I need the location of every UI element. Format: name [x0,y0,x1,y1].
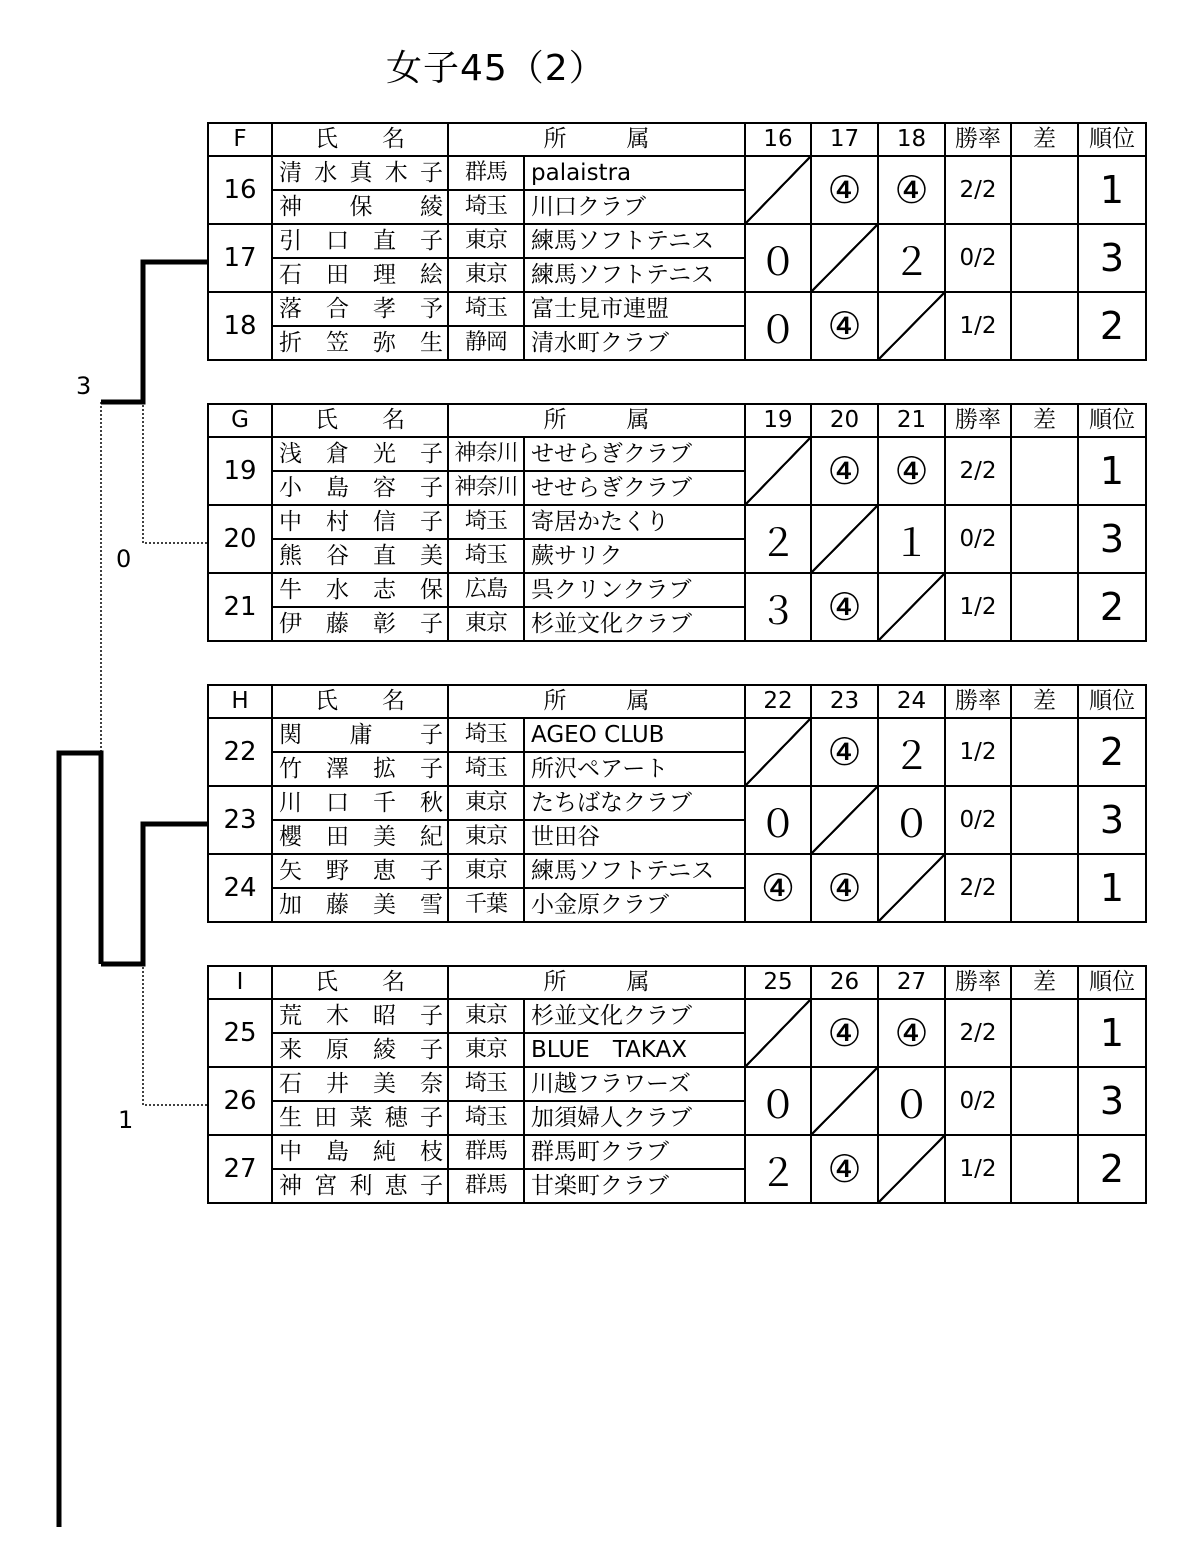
header-opponent-24: 24 [878,685,945,718]
win-rate: 1/2 [945,292,1011,360]
score-diff [1011,1067,1078,1135]
header-opponent-25: 25 [745,966,811,999]
player-name: 落 合 孝 予 [272,292,448,326]
team-rank: 3 [1078,786,1146,854]
player-name: 伊 藤 彰 子 [272,607,448,641]
bracket-score-fg-top: 3 [76,372,92,400]
header-affiliation: 所 属 [448,123,745,156]
match-score: ④ [811,999,878,1067]
team-number: 26 [208,1067,272,1135]
group-letter: H [208,685,272,718]
team-rank: 1 [1078,854,1146,922]
league-table-g [207,403,1147,642]
team-rank: 2 [1078,573,1146,641]
player-name: 櫻 田 美 紀 [272,820,448,854]
player-club: AGEO CLUB [524,718,745,752]
player-prefecture: 埼玉 [448,292,524,326]
table-row [208,156,1146,190]
player-name: 中 村 信 子 [272,505,448,539]
score-diff [1011,505,1078,573]
header-affiliation: 所 属 [448,685,745,718]
match-score: ０ [745,292,811,360]
player-prefecture: 東京 [448,999,524,1033]
self-match-cell [878,292,945,360]
header-rank: 順位 [1078,685,1146,718]
match-score: ④ [878,999,945,1067]
player-prefecture: 埼玉 [448,539,524,573]
header-opponent-26: 26 [811,966,878,999]
header-rank: 順位 [1078,966,1146,999]
player-name: 折 笠 弥 生 [272,326,448,360]
self-match-cell [811,1067,878,1135]
player-club: 杉並文化クラブ [524,999,745,1033]
win-rate: 0/2 [945,1067,1011,1135]
win-rate: 0/2 [945,505,1011,573]
player-prefecture: 埼玉 [448,718,524,752]
header-opponent-27: 27 [878,966,945,999]
self-match-cell [745,718,811,786]
score-diff [1011,718,1078,786]
player-club: 小金原クラブ [524,888,745,922]
self-match-cell [745,156,811,224]
table-row [208,437,1146,471]
player-club: せせらぎクラブ [524,471,745,505]
player-name: 牛 水 志 保 [272,573,448,607]
player-prefecture: 広島 [448,573,524,607]
header-win-rate: 勝率 [945,966,1011,999]
team-number: 18 [208,292,272,360]
table-row [208,573,1146,607]
table-header-row [208,685,1146,718]
player-prefecture: 静岡 [448,326,524,360]
match-score: ０ [745,224,811,292]
player-name: 矢 野 恵 子 [272,854,448,888]
self-match-cell [745,999,811,1067]
table-row [208,505,1146,539]
player-prefecture: 神奈川 [448,471,524,505]
match-score: ④ [811,1135,878,1203]
self-match-cell [811,505,878,573]
score-diff [1011,437,1078,505]
team-rank: 2 [1078,1135,1146,1203]
header-name: 氏 名 [272,123,448,156]
player-prefecture: 東京 [448,1033,524,1067]
team-rank: 2 [1078,292,1146,360]
player-club: 加須婦人クラブ [524,1101,745,1135]
player-name: 中 島 純 枝 [272,1135,448,1169]
team-number: 27 [208,1135,272,1203]
header-win-rate: 勝率 [945,123,1011,156]
score-diff [1011,999,1078,1067]
player-club: 甘楽町クラブ [524,1169,745,1203]
win-rate: 1/2 [945,718,1011,786]
header-win-rate: 勝率 [945,404,1011,437]
player-name: 熊 谷 直 美 [272,539,448,573]
team-rank: 1 [1078,437,1146,505]
header-name: 氏 名 [272,685,448,718]
header-opponent-21: 21 [878,404,945,437]
header-rank: 順位 [1078,404,1146,437]
header-opponent-16: 16 [745,123,811,156]
header-opponent-23: 23 [811,685,878,718]
player-club: 世田谷 [524,820,745,854]
team-rank: 2 [1078,718,1146,786]
player-club: 川越フラワーズ [524,1067,745,1101]
player-club: 所沢ペアート [524,752,745,786]
player-club: たちばなクラブ [524,786,745,820]
player-name: 浅 倉 光 子 [272,437,448,471]
player-name: 来 原 綾 子 [272,1033,448,1067]
header-opponent-19: 19 [745,404,811,437]
table-row [208,718,1146,752]
player-name: 清 水 真 木 子 [272,156,448,190]
player-club: 呉クリンクラブ [524,573,745,607]
header-diff: 差 [1011,123,1078,156]
player-name: 石 井 美 奈 [272,1067,448,1101]
table-header-row [208,123,1146,156]
player-name: 関 庸 子 [272,718,448,752]
league-table-i [207,965,1147,1204]
page-title: 女子45（2） [386,48,606,89]
table-row [208,786,1146,820]
match-score: ２ [878,718,945,786]
match-score: ④ [878,156,945,224]
player-prefecture: 神奈川 [448,437,524,471]
player-name: 神 保 綾 [272,190,448,224]
self-match-cell [745,437,811,505]
table-row [208,1067,1146,1101]
team-number: 24 [208,854,272,922]
player-name: 加 藤 美 雪 [272,888,448,922]
match-score: ０ [745,786,811,854]
player-club: BLUE TAKAX [524,1033,745,1067]
score-diff [1011,1135,1078,1203]
player-name: 石 田 理 絵 [272,258,448,292]
team-number: 19 [208,437,272,505]
player-name: 竹 澤 拡 子 [272,752,448,786]
team-number: 22 [208,718,272,786]
team-rank: 1 [1078,156,1146,224]
player-name: 生 田 菜 穂 子 [272,1101,448,1135]
self-match-cell [878,573,945,641]
player-name: 荒 木 昭 子 [272,999,448,1033]
player-prefecture: 埼玉 [448,752,524,786]
player-prefecture: 東京 [448,854,524,888]
win-rate: 2/2 [945,999,1011,1067]
table-row [208,224,1146,258]
header-affiliation: 所 属 [448,404,745,437]
match-score: ④ [811,292,878,360]
team-number: 25 [208,999,272,1067]
match-score: ④ [811,156,878,224]
group-letter: I [208,966,272,999]
score-diff [1011,224,1078,292]
table-row [208,292,1146,326]
score-diff [1011,573,1078,641]
match-score: ④ [745,854,811,922]
self-match-cell [878,1135,945,1203]
player-club: 清水町クラブ [524,326,745,360]
header-win-rate: 勝率 [945,685,1011,718]
header-affiliation: 所 属 [448,966,745,999]
bracket-score-fg-bottom: 0 [116,545,132,573]
player-club: せせらぎクラブ [524,437,745,471]
header-rank: 順位 [1078,123,1146,156]
win-rate: 0/2 [945,224,1011,292]
match-score: ④ [811,573,878,641]
table-row [208,1135,1146,1169]
player-name: 引 口 直 子 [272,224,448,258]
player-club: 蕨サリク [524,539,745,573]
player-prefecture: 群馬 [448,1169,524,1203]
table-header-row [208,404,1146,437]
team-number: 20 [208,505,272,573]
match-score: ④ [811,854,878,922]
header-diff: 差 [1011,404,1078,437]
table-header-row [208,966,1146,999]
team-number: 23 [208,786,272,854]
bracket-line-f-winner [101,262,207,402]
player-club: 富士見市連盟 [524,292,745,326]
player-prefecture: 東京 [448,786,524,820]
header-opponent-17: 17 [811,123,878,156]
bracket-line-g-loser [143,402,207,543]
player-prefecture: 群馬 [448,1135,524,1169]
team-rank: 1 [1078,999,1146,1067]
player-prefecture: 埼玉 [448,190,524,224]
header-opponent-18: 18 [878,123,945,156]
player-prefecture: 埼玉 [448,505,524,539]
player-name: 小 島 容 子 [272,471,448,505]
match-score: ④ [811,718,878,786]
player-prefecture: 東京 [448,258,524,292]
match-score: ④ [811,437,878,505]
score-diff [1011,786,1078,854]
group-letter: G [208,404,272,437]
score-diff [1011,156,1078,224]
team-rank: 3 [1078,505,1146,573]
bracket-line-i-loser [143,964,207,1105]
match-score: ３ [745,573,811,641]
self-match-cell [878,854,945,922]
win-rate: 0/2 [945,786,1011,854]
win-rate: 1/2 [945,573,1011,641]
player-club: 杉並文化クラブ [524,607,745,641]
player-club: 練馬ソフトテニス [524,258,745,292]
player-prefecture: 群馬 [448,156,524,190]
player-club: 群馬町クラブ [524,1135,745,1169]
team-number: 16 [208,156,272,224]
self-match-cell [811,224,878,292]
match-score: １ [878,505,945,573]
match-score: ０ [878,1067,945,1135]
win-rate: 2/2 [945,437,1011,505]
header-diff: 差 [1011,966,1078,999]
header-name: 氏 名 [272,404,448,437]
player-club: 川口クラブ [524,190,745,224]
team-number: 17 [208,224,272,292]
player-club: 練馬ソフトテニス [524,224,745,258]
match-score: ２ [878,224,945,292]
bracket-line-final-winner [59,753,101,1527]
team-rank: 3 [1078,1067,1146,1135]
team-rank: 3 [1078,224,1146,292]
player-club: 練馬ソフトテニス [524,854,745,888]
bracket-line-h-winner [101,824,207,964]
player-prefecture: 東京 [448,224,524,258]
player-prefecture: 東京 [448,607,524,641]
header-diff: 差 [1011,685,1078,718]
player-name: 川 口 千 秋 [272,786,448,820]
player-name: 神 宮 利 恵 子 [272,1169,448,1203]
win-rate: 2/2 [945,156,1011,224]
win-rate: 1/2 [945,1135,1011,1203]
match-score: ０ [878,786,945,854]
match-score: ２ [745,1135,811,1203]
bracket-score-hi-bottom: 1 [118,1106,134,1134]
match-score: ２ [745,505,811,573]
group-letter: F [208,123,272,156]
header-name: 氏 名 [272,966,448,999]
player-prefecture: 埼玉 [448,1101,524,1135]
header-opponent-22: 22 [745,685,811,718]
table-row [208,999,1146,1033]
player-prefecture: 東京 [448,820,524,854]
league-table-h [207,684,1147,923]
player-club: palaistra [524,156,745,190]
league-table-f [207,122,1147,361]
header-opponent-20: 20 [811,404,878,437]
player-prefecture: 千葉 [448,888,524,922]
self-match-cell [811,786,878,854]
score-diff [1011,854,1078,922]
win-rate: 2/2 [945,854,1011,922]
match-score: ④ [878,437,945,505]
team-number: 21 [208,573,272,641]
score-diff [1011,292,1078,360]
player-club: 寄居かたくり [524,505,745,539]
player-prefecture: 埼玉 [448,1067,524,1101]
table-row [208,854,1146,888]
match-score: ０ [745,1067,811,1135]
